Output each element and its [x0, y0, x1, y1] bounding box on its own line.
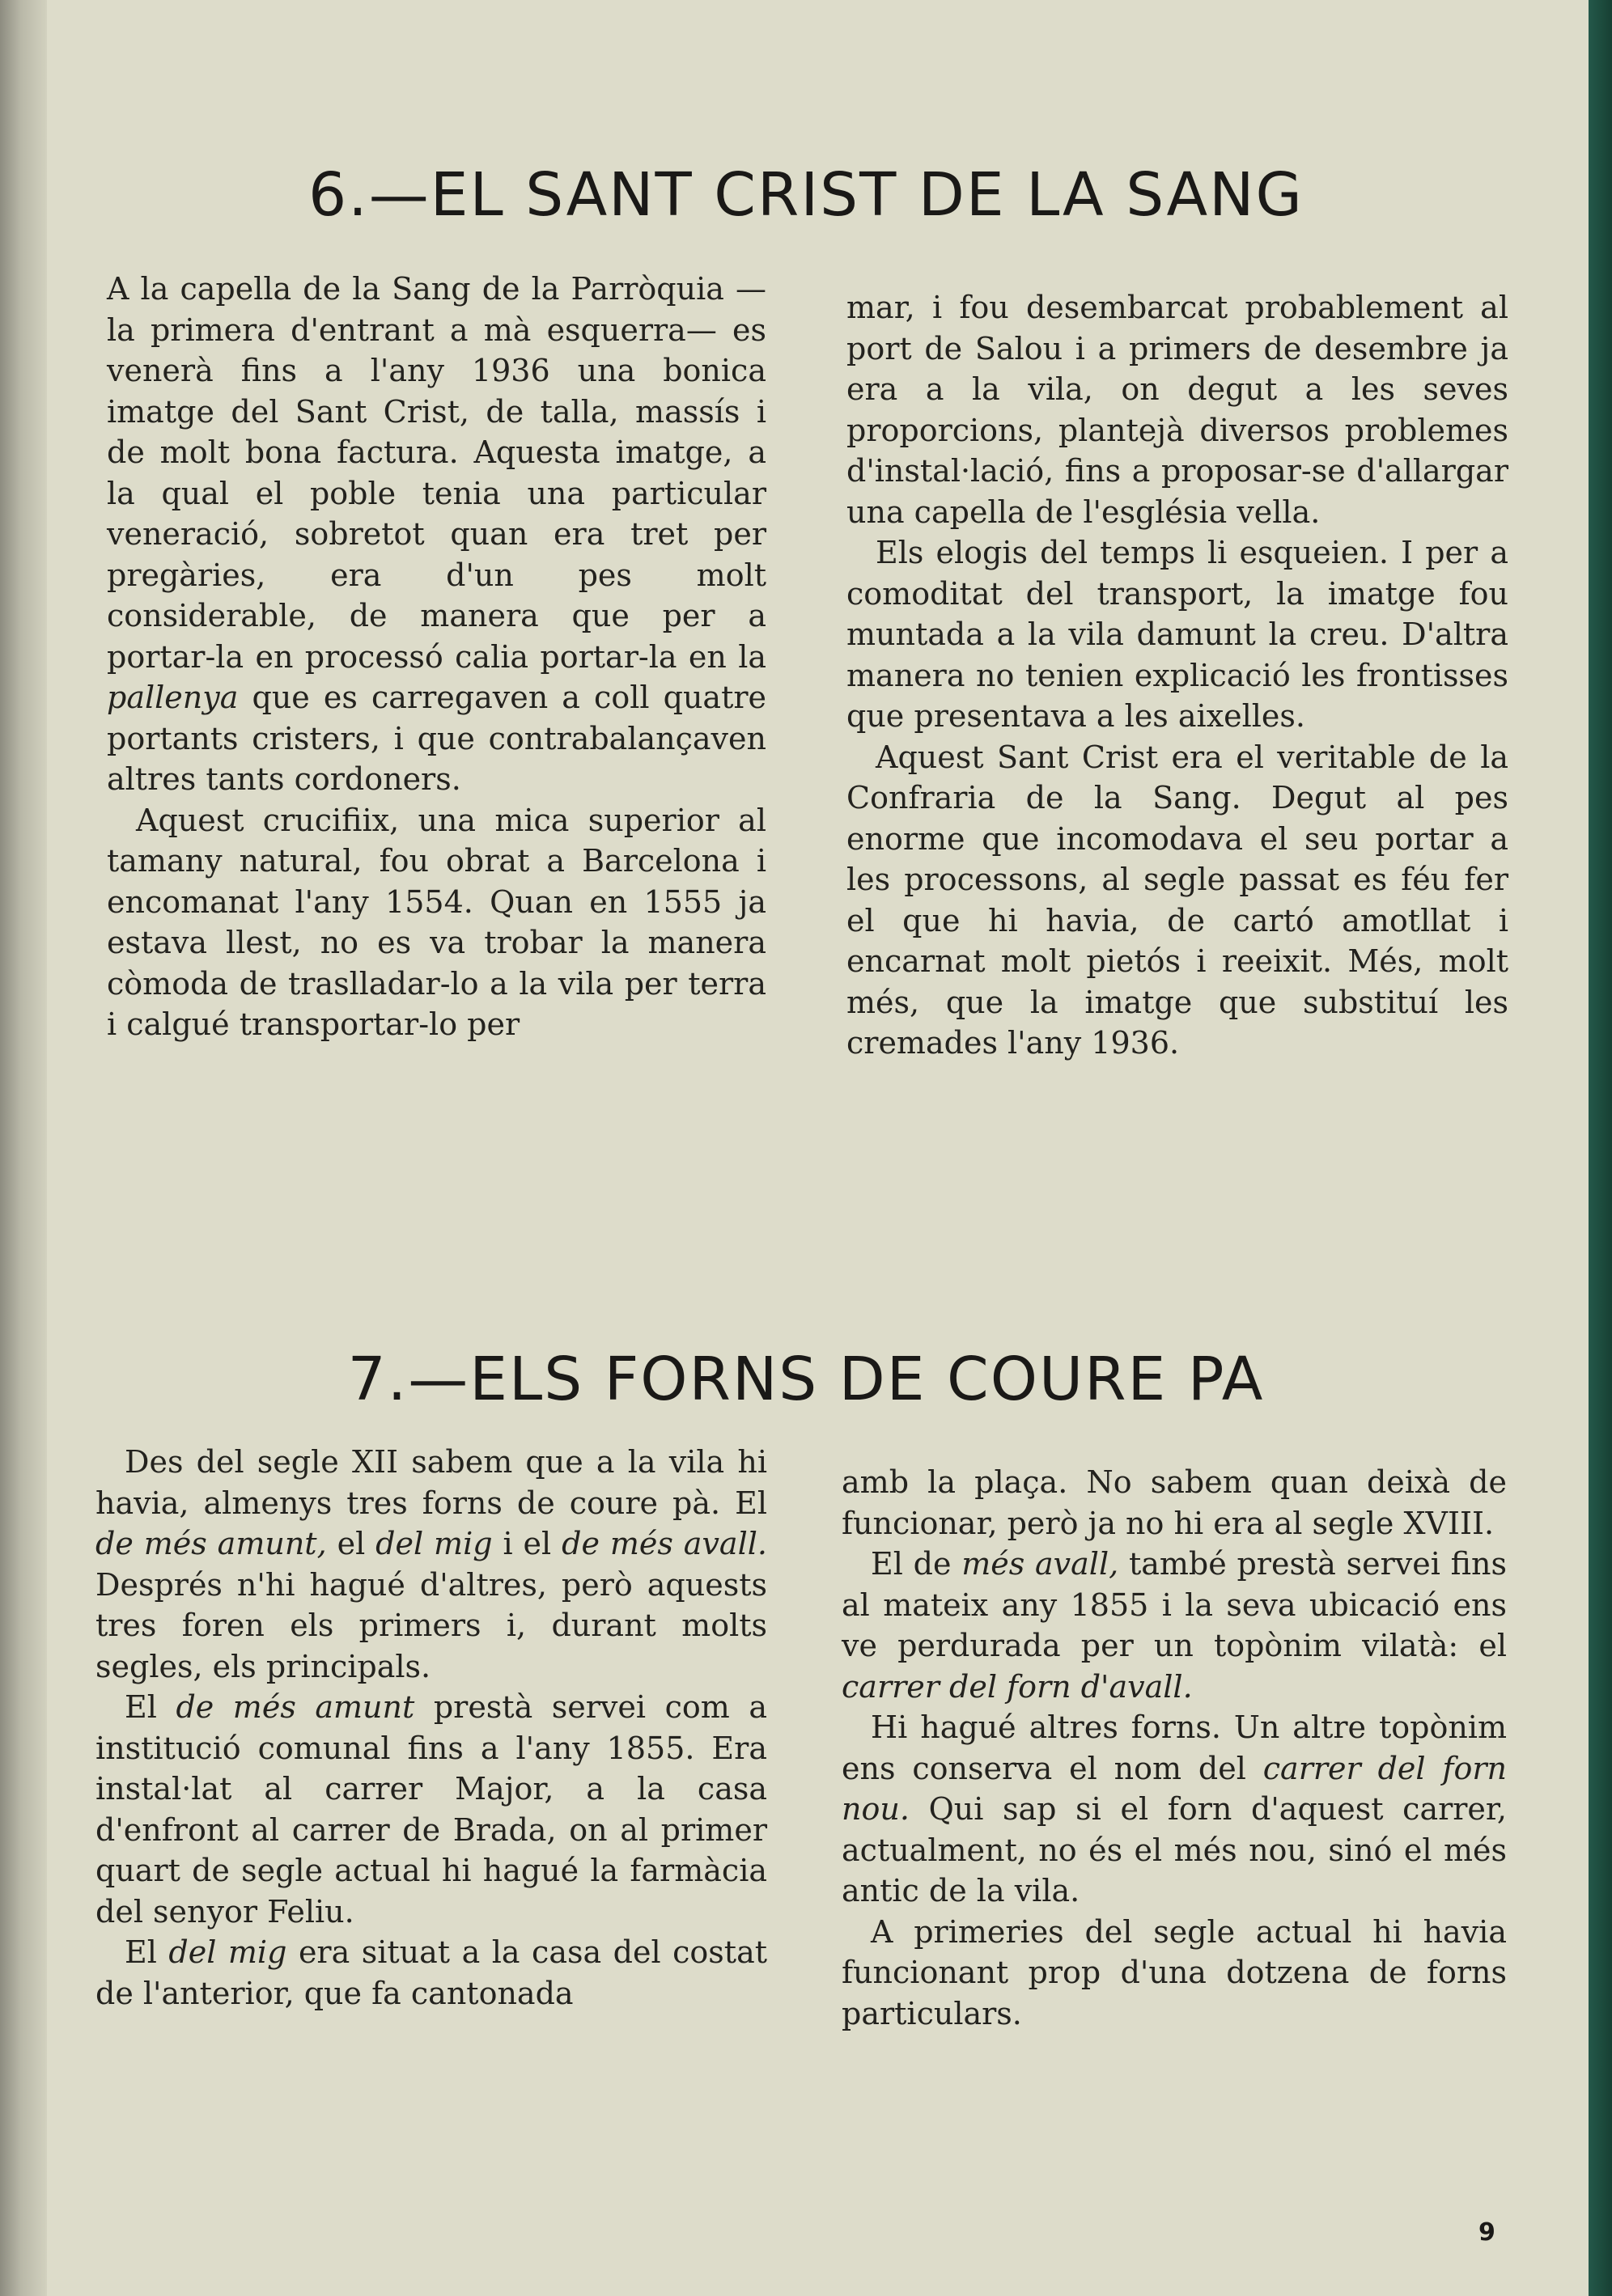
paragraph	[842, 1544, 1507, 1707]
text: que es carregaven a coll quatre portants cristers, i que contrabalançaven altres tants cordoners.	[107, 680, 766, 797]
section-7-right-column	[842, 1462, 1507, 2034]
text: i el	[503, 1526, 552, 1561]
section-6-right-column	[846, 287, 1508, 1064]
text: Després n'hi hagué d'altres, però aquests tres foren els primers i, durant molts segles, els principals.	[95, 1566, 767, 1684]
section-7-left-column	[95, 1442, 767, 2014]
text: el	[337, 1526, 366, 1561]
paragraph: Aquest Sant Crist era el veritable de la Confraria de la Sang. Degut al pes enorme que incomodava el seu portar a les processons, al segle passat es féu fer el que hi havia, de cartó amotllat i encarnat molt pietós i reeixit. Més, molt més, que la imatge que substituí les cremades l'any 1936.	[846, 739, 1508, 1061]
paragraph	[107, 269, 766, 800]
text: El	[125, 1934, 157, 1970]
paragraph	[95, 1687, 767, 1932]
text: El de	[871, 1546, 952, 1582]
cover-edge	[1589, 0, 1612, 2296]
section-7-title: 7.—ELS FORNS DE COURE PA	[347, 1345, 1265, 1414]
italic-term: de més avall.	[562, 1526, 767, 1561]
paragraph	[95, 1442, 767, 1687]
text: també prestà servei fins al mateix any 1855 i la seva ubicació ens ve perdurada per un topònim vilatà: el	[842, 1546, 1507, 1663]
italic-term: pallenya	[107, 680, 239, 715]
italic-term: del mig	[168, 1934, 287, 1970]
text: Hi hagué altres forns. Un altre topònim ens conserva el nom del	[842, 1709, 1507, 1786]
paragraph: Els elogis del temps li esqueien. I per a comoditat del transport, la imatge fou muntada a la vila damunt la creu. D'altra manera no tenien explicació les frontisses que presentava a les aixelles.	[846, 535, 1508, 734]
italic-term: carrer del forn d'avall.	[842, 1668, 1193, 1705]
italic-term: del mig	[375, 1526, 493, 1561]
italic-term: de més amunt,	[95, 1526, 327, 1561]
paragraph: amb la plaça. No sabem quan deixà de funcionar, però ja no hi era al segle XVIII.	[842, 1464, 1507, 1541]
italic-term: de més amunt	[176, 1689, 415, 1725]
text: El	[125, 1689, 157, 1725]
paragraph: mar, i fou desembarcat probablement al port de Salou i a primers de desembre ja era a la vila, on degut a les seves proporcions, plantejà diversos problemes d'instal·lació, fins a proposar-se d'allargar una capella de l'església vella.	[846, 290, 1508, 530]
italic-term: carrer del forn nou.	[842, 1750, 1507, 1827]
page-number: 9	[1478, 2218, 1495, 2247]
paragraph	[842, 1707, 1507, 1912]
paragraph	[95, 1932, 767, 2014]
paragraph: A primeries del segle actual hi havia funcionant prop d'una dotzena de forns particulars.	[842, 1913, 1507, 2031]
text: era situat a la casa del costat de l'anterior, que fa cantonada	[95, 1934, 767, 2011]
text: Qui sap si el forn d'aquest carrer, actualment, no és el més nou, sinó el més antic de la vila.	[842, 1791, 1507, 1908]
paragraph: Aquest crucifiix, una mica superior al tamany natural, fou obrat a Barcelona i encomanat l'any 1554. Quan en 1555 ja estava llest, no es va trobar la manera còmoda de traslladar-lo a la vila per terra i calgué transportar-lo per	[107, 802, 766, 1042]
text: A la capella de la Sang de la Parròquia —la primera d'entrant a mà esquerra— es venerà fins a l'any 1936 una bonica imatge del Sant Crist, de talla, massís i de molt bona factura. Aquesta imatge, a la qual el poble tenia una particular veneració, sobretot quan era tret per pregàries, era d'un pes molt considerable, de manera que per a portar-la en processó calia portar-la en la	[107, 271, 766, 675]
section-6-left-column	[107, 269, 766, 1045]
italic-term: més avall,	[961, 1546, 1119, 1582]
book-gutter	[0, 0, 47, 2296]
text: prestà servei com a institució comunal fins a l'any 1855. Era instal·lat al carrer Major, a la casa d'enfront al carrer de Brada, on al primer quart de segle actual hi hagué la farmàcia del senyor Feliu.	[95, 1689, 767, 1930]
section-6-title: 6.—EL SANT CRIST DE LA SANG	[308, 160, 1304, 230]
text: Des del segle XII sabem que a la vila hi havia, almenys tres forns de coure pà. El	[95, 1444, 767, 1521]
